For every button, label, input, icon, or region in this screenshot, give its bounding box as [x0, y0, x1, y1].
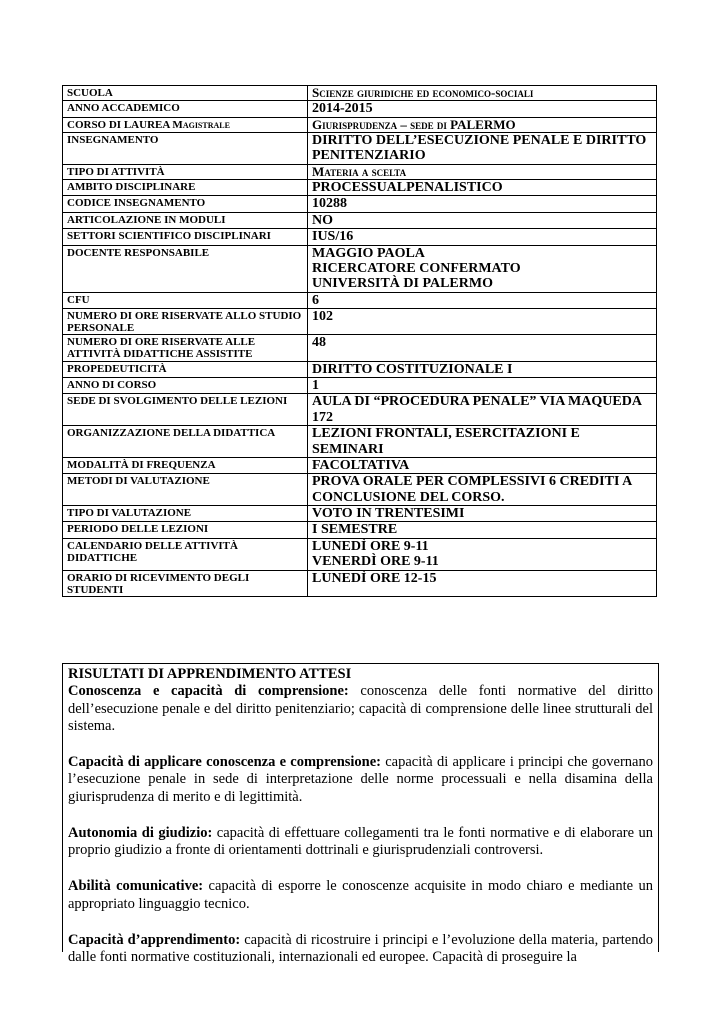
outcome-text: conoscenza delle fonti normative del diritto dell’esecuzione penale e del diritto penitenziario; capacità di comprensione delle linee strutturali del sistema.	[68, 683, 653, 734]
row-label: ORARIO DI RICEVIMENTO DEGLI STUDENTI	[63, 570, 308, 596]
outcome-title: Abilità comunicative:	[68, 878, 204, 895]
calendar-line-2: VENERDÌ ORE 9-11	[312, 554, 439, 570]
outcome-text: capacità di effettuare collegamenti tra le fonti normative e di elaborare un proprio giudizio a fronte di orientamenti dottrinali e giurisprudenziali controversi.	[68, 824, 654, 858]
learning-outcomes-box	[62, 663, 659, 965]
table-row	[63, 426, 657, 458]
outcome-paragraph	[68, 932, 653, 967]
outcome-title: Capacità di applicare conoscenza e comprensione:	[68, 754, 382, 770]
table-row	[63, 506, 657, 522]
row-value	[308, 538, 657, 570]
row-label: PROPEDEUTICITÀ	[63, 361, 308, 377]
row-value: 10288	[308, 196, 657, 212]
row-label: MODALITÀ DI FREQUENZA	[63, 457, 308, 473]
row-value: DIRITTO DELL’ESECUZIONE PENALE E DIRITTO PENITENZIARIO	[308, 132, 657, 164]
row-value: VOTO IN TRENTESIMI	[308, 506, 657, 522]
outcome-paragraph	[68, 683, 653, 735]
table-row	[63, 394, 657, 426]
row-value: DIRITTO COSTITUZIONALE I	[308, 361, 657, 377]
row-label: ANNO DI CORSO	[63, 377, 308, 393]
row-value: AULA DI “PROCEDURA PENALE” VIA MAQUEDA 172	[308, 394, 657, 426]
outcome-paragraph	[68, 825, 653, 860]
row-value: PROCESSUALPENALISTICO	[308, 180, 657, 196]
course-info-table	[62, 85, 657, 597]
row-value: NO	[308, 212, 657, 228]
row-label: ARTICOLAZIONE IN MODULI	[63, 212, 308, 228]
row-value: 1	[308, 377, 657, 393]
row-value: LEZIONI FRONTALI, ESERCITAZIONI E SEMINARI	[308, 426, 657, 458]
row-value: Materia a scelta	[308, 164, 657, 179]
row-value: 6	[308, 292, 657, 308]
section-heading: RISULTATI DI APPRENDIMENTO ATTESI	[68, 666, 352, 682]
row-label: CFU	[63, 292, 308, 308]
row-label: CODICE INSEGNAMENTO	[63, 196, 308, 212]
row-value	[308, 245, 657, 292]
table-row	[63, 164, 657, 179]
outcome-text: capacità di ricostruire i principi e l’evoluzione della materia, partendo dalle fonti normative costituzionali, internazionali ed europee. Capacità di proseguire la	[68, 931, 653, 965]
table-row	[63, 132, 657, 164]
row-label: SETTORI SCIENTIFICO DISCIPLINARI	[63, 229, 308, 245]
table-row	[63, 474, 657, 506]
outcome-text: capacità di applicare i principi che governano l’esecuzione penale in sede di interpretazione delle norme processuali e nella disamina della giurisprudenza di merito e di legittimità.	[68, 754, 653, 805]
table-row	[63, 245, 657, 292]
docente-university: UNIVERSITÀ DI PALERMO	[312, 276, 493, 292]
row-label: METODI DI VALUTAZIONE	[63, 474, 308, 506]
outcome-text: capacità di esporre le conoscenze acquisite in modo chiaro e mediante un appropriato linguaggio tecnico.	[68, 878, 654, 912]
row-value: Scienze giuridiche ed economico-sociali	[308, 86, 657, 101]
table-row	[63, 570, 657, 596]
row-value: I SEMESTRE	[308, 522, 657, 538]
row-label: SCUOLA	[63, 86, 308, 101]
table-row	[63, 522, 657, 538]
outcome-paragraph	[68, 878, 653, 913]
table-row	[63, 457, 657, 473]
row-label: TIPO DI ATTIVITÀ	[63, 164, 308, 179]
row-label: SEDE DI SVOLGIMENTO DELLE LEZIONI	[63, 394, 308, 426]
row-value: LUNEDÌ ORE 12-15	[308, 570, 657, 596]
table-row	[63, 335, 657, 361]
docente-role: RICERCATORE CONFERMATO	[312, 261, 521, 277]
table-row	[63, 86, 657, 101]
row-label: AMBITO DISCIPLINARE	[63, 180, 308, 196]
row-value: FACOLTATIVA	[308, 457, 657, 473]
outcome-title: Autonomia di giudizio:	[68, 824, 213, 841]
row-label: NUMERO DI ORE RISERVATE ALLO STUDIO PERSONALE	[63, 309, 308, 335]
table-row	[63, 309, 657, 335]
row-value: 102	[308, 309, 657, 335]
table-row	[63, 292, 657, 308]
table-row	[63, 180, 657, 196]
table-row	[63, 212, 657, 228]
table-row	[63, 196, 657, 212]
table-row	[63, 117, 657, 132]
table-row	[63, 538, 657, 570]
row-value: 2014-2015	[308, 101, 657, 117]
row-label: TIPO DI VALUTAZIONE	[63, 506, 308, 522]
table-row	[63, 101, 657, 117]
row-value: PROVA ORALE PER COMPLESSIVI 6 CREDITI A CONCLUSIONE DEL CORSO.	[308, 474, 657, 506]
row-label: PERIODO DELLE LEZIONI	[63, 522, 308, 538]
docente-name: MAGGIO PAOLA	[312, 245, 425, 261]
row-label: INSEGNAMENTO	[63, 132, 308, 164]
row-label: CORSO DI LAUREA Magistrale	[63, 117, 308, 132]
row-label: ORGANIZZAZIONE DELLA DIDATTICA	[63, 426, 308, 458]
outcome-paragraph	[68, 754, 653, 806]
row-label: DOCENTE RESPONSABILE	[63, 245, 308, 292]
outcome-title: Capacità d’apprendimento:	[68, 931, 241, 948]
calendar-line-1: LUNEDÌ ORE 9-11	[312, 538, 429, 554]
row-value: Giurisprudenza – sede di PALERMO	[308, 117, 657, 132]
table-row	[63, 377, 657, 393]
row-label: NUMERO DI ORE RISERVATE ALLE ATTIVITÀ DIDATTICHE ASSISTITE	[63, 335, 308, 361]
row-value: 48	[308, 335, 657, 361]
table-row	[63, 229, 657, 245]
row-value: IUS/16	[308, 229, 657, 245]
outcome-title: Conoscenza e capacità di comprensione:	[68, 683, 349, 700]
table-row	[63, 361, 657, 377]
row-label: CALENDARIO DELLE ATTIVITÀ DIDATTICHE	[63, 538, 308, 570]
row-label: ANNO ACCADEMICO	[63, 101, 308, 117]
